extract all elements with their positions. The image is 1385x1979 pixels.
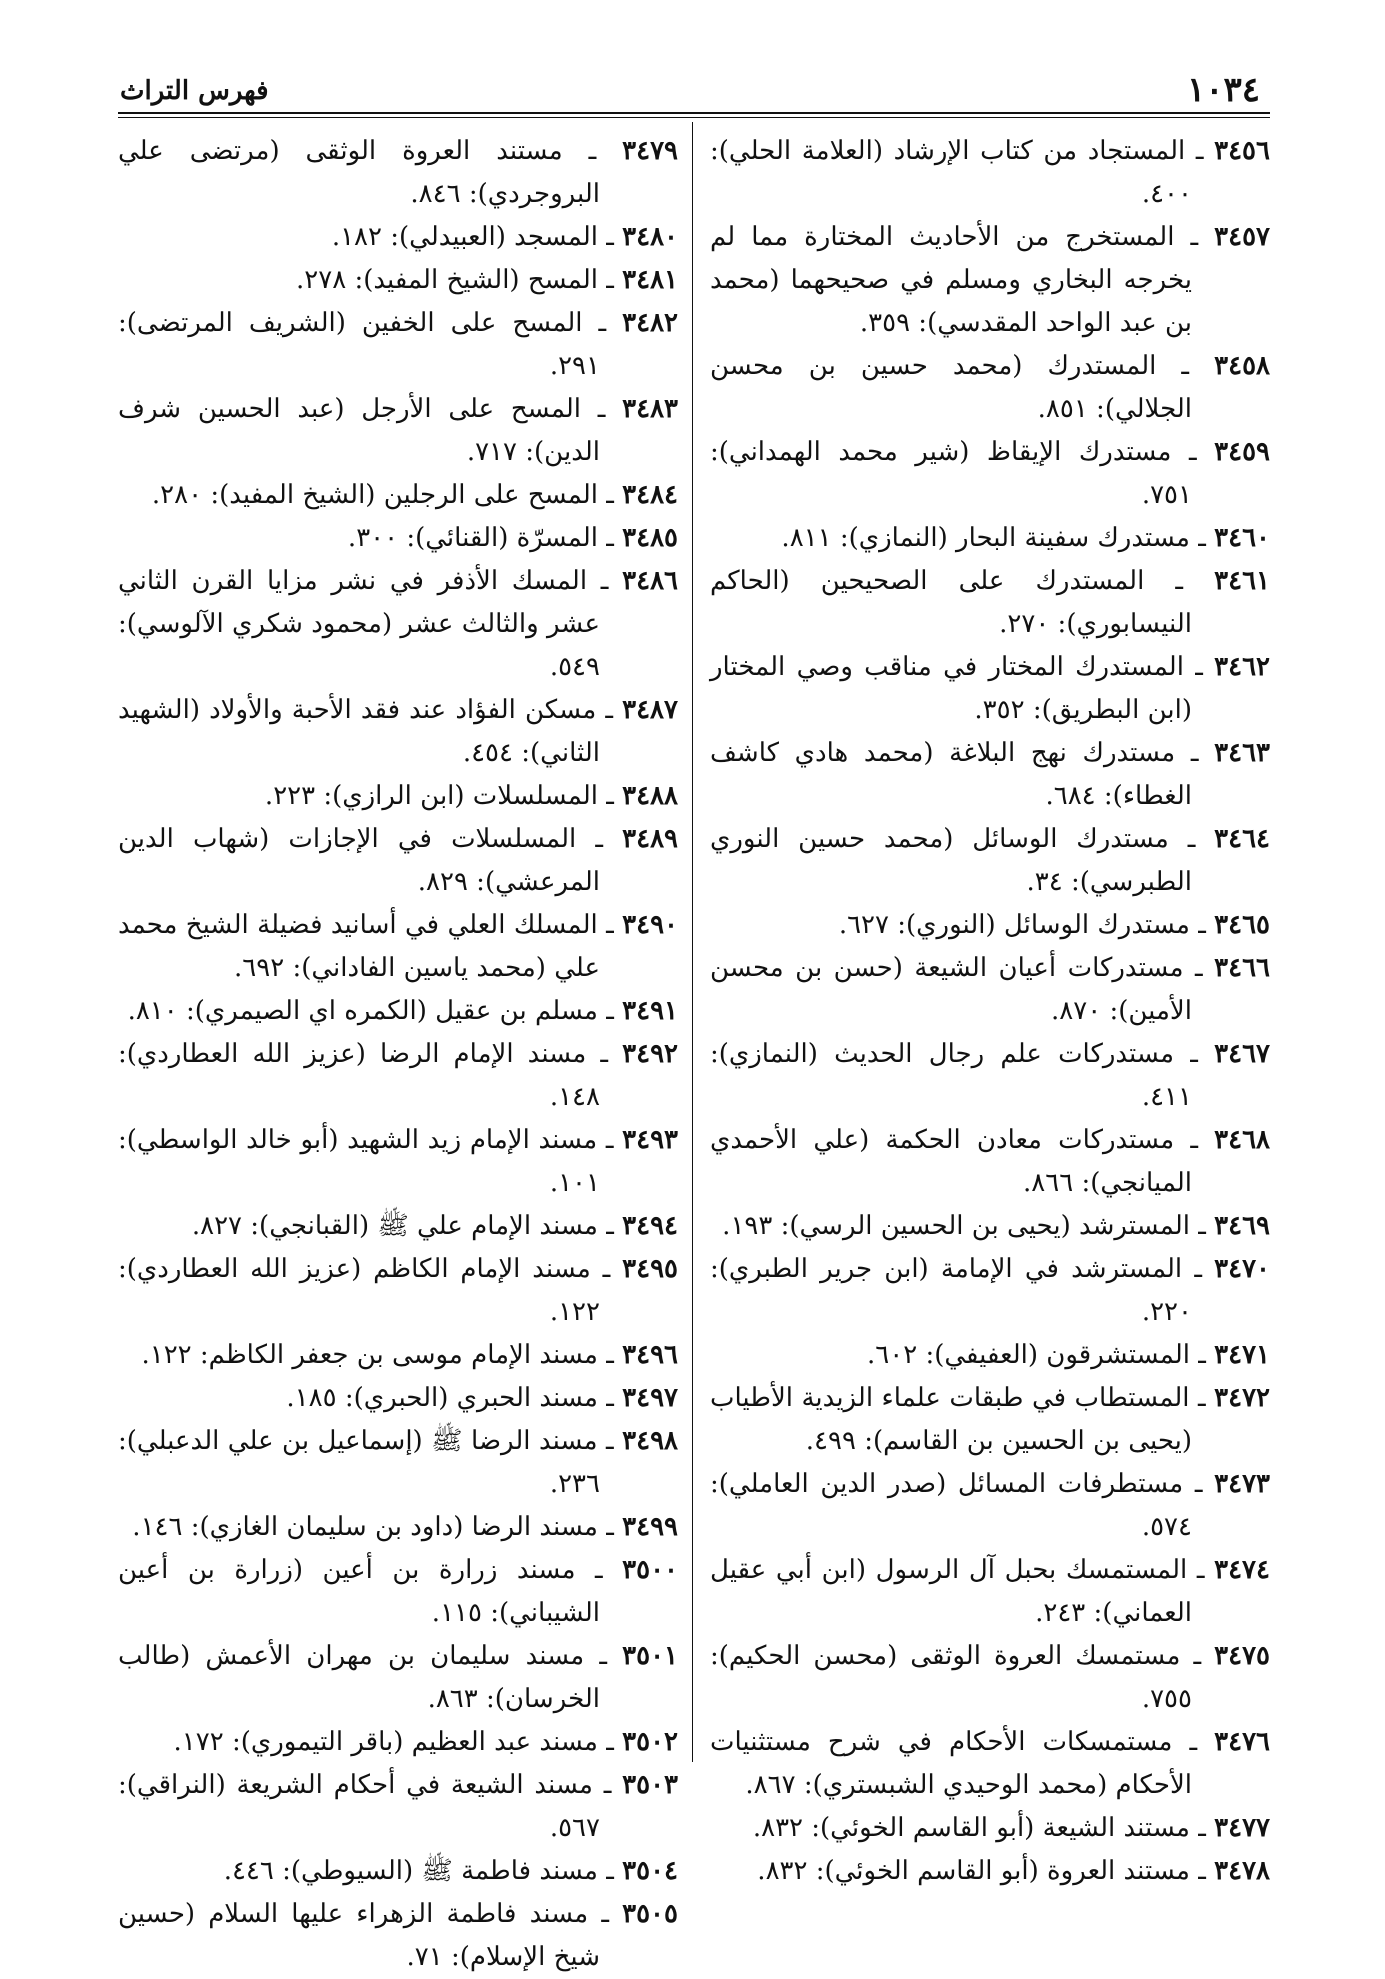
- entry-separator: ـ: [597, 1426, 623, 1456]
- entry-separator: ـ: [1189, 1856, 1215, 1886]
- index-entry: [710, 1377, 1270, 1463]
- index-entry: [710, 947, 1270, 1033]
- entry-number: ٣٤٦٨: [1214, 1125, 1270, 1155]
- entry-title: المستدرك على الصحيحين (الحاكم النيسابوري): ٢٧٠.: [710, 566, 1192, 639]
- entry-title: مستمسك العروة الوثقى (محسن الحكيم): ٧٥٥.: [710, 1641, 1192, 1714]
- entry-separator: ـ: [1172, 1727, 1215, 1757]
- index-entry: [710, 1850, 1270, 1893]
- entry-title: المسرّة (القنائي): ٣٠٠.: [347, 523, 598, 553]
- entry-title: المستدرك (محمد حسين بن محسن الجلالي): ٨٥١.: [710, 351, 1192, 424]
- entry-title: المستطاب في طبقات علماء الزيدية الأطياب (يحيى بن الحسين بن القاسم): ٤٩٩.: [710, 1383, 1192, 1456]
- header-rule-thin: [118, 117, 1270, 118]
- index-entry: [118, 1119, 678, 1205]
- entry-separator: ـ: [590, 1254, 623, 1284]
- entry-title: مسلم بن عقيل (الكمره اي الصيمري): ٨١٠.: [127, 996, 598, 1026]
- index-entry: [710, 1721, 1270, 1807]
- index-entry: [710, 517, 1270, 560]
- right-column: [710, 130, 1270, 1893]
- index-entry: [118, 1420, 678, 1506]
- entry-number: ٣٤٩٤: [622, 1211, 678, 1241]
- entry-title: المستمسك بحبل آل الرسول (ابن أبي عقيل العماني): ٢٤٣.: [710, 1555, 1192, 1628]
- page-number: ١٠٣٤: [1186, 70, 1260, 110]
- entry-separator: ـ: [597, 1727, 623, 1757]
- entry-title: مستدركات أعيان الشيعة (حسن بن محسن الأمين): ٨٧٠.: [710, 953, 1192, 1026]
- entry-number: ٣٤٨٦: [622, 566, 678, 596]
- entry-number: ٣٤٦٤: [1214, 824, 1270, 854]
- index-entry: [118, 1764, 678, 1850]
- entry-title: المسجد (العبيدلي): ١٨٢.: [331, 222, 598, 252]
- entry-number: ٣٤٩٨: [622, 1426, 678, 1456]
- left-column: [118, 130, 678, 1979]
- index-entry: [118, 1377, 678, 1420]
- index-entry: [118, 990, 678, 1033]
- index-entry: [710, 431, 1270, 517]
- entry-separator: ـ: [1187, 1555, 1215, 1585]
- index-entry: [118, 1850, 678, 1893]
- entry-number: ٣٥٠٠: [622, 1555, 678, 1585]
- entry-number: ٣٤٩٩: [622, 1512, 678, 1542]
- entry-title: مستدركات علم رجال الحديث (النمازي): ٤١١.: [710, 1039, 1192, 1112]
- entry-separator: ـ: [1144, 566, 1215, 596]
- entry-title: مسند عبد العظيم (باقر التيموري): ١٧٢.: [173, 1727, 598, 1757]
- index-entry: [710, 1248, 1270, 1334]
- entry-number: ٣٤٦١: [1214, 566, 1270, 596]
- index-entry: [710, 646, 1270, 732]
- entry-number: ٣٤٦٧: [1214, 1039, 1270, 1069]
- index-entry: [118, 216, 678, 259]
- entry-separator: ـ: [1180, 1641, 1215, 1671]
- entry-separator: ـ: [584, 1641, 623, 1671]
- entry-number: ٣٤٨٩: [622, 824, 678, 854]
- entry-number: ٣٤٥٨: [1214, 351, 1270, 381]
- entry-separator: ـ: [597, 996, 623, 1026]
- entry-separator: ـ: [597, 1125, 623, 1155]
- entry-separator: ـ: [597, 1856, 623, 1886]
- entry-number: ٣٤٧٧: [1214, 1813, 1270, 1843]
- entry-number: ٣٤٦٢: [1214, 652, 1270, 682]
- entry-number: ٣٤٧٤: [1214, 1555, 1270, 1585]
- entry-title: مستند العروة (أبو القاسم الخوئي): ٨٣٢.: [757, 1856, 1190, 1886]
- index-entry: [710, 216, 1270, 345]
- entry-number: ٣٤٨٤: [622, 480, 678, 510]
- entry-number: ٣٤٦٩: [1214, 1211, 1270, 1241]
- entry-number: ٣٤٨٨: [622, 781, 678, 811]
- entry-separator: ـ: [586, 1039, 623, 1069]
- index-entry: [118, 1506, 678, 1549]
- entry-title: مستدرك سفينة البحار (النمازي): ٨١١.: [781, 523, 1190, 553]
- entry-number: ٣٥٠٣: [622, 1770, 678, 1800]
- entry-separator: ـ: [587, 566, 623, 596]
- index-entry: [118, 1248, 678, 1334]
- entry-title: مستمسكات الأحكام في شرح مستثنيات الأحكام (محمد الوحيدي الشبستري): ٨٦٧.: [710, 1727, 1192, 1800]
- entry-separator: ـ: [582, 308, 623, 338]
- index-entry: [118, 1033, 678, 1119]
- entry-number: ٣٤٨٣: [622, 394, 678, 424]
- index-entry: [710, 345, 1270, 431]
- entry-number: ٣٤٧١: [1214, 1340, 1270, 1370]
- entry-separator: ـ: [597, 1211, 623, 1241]
- entry-number: ٣٥٠٤: [622, 1856, 678, 1886]
- entry-title: مستدركات معادن الحكمة (علي الأحمدي الميانجي): ٨٦٦.: [710, 1125, 1192, 1198]
- index-entry: [710, 130, 1270, 216]
- entry-number: ٣٤٩٠: [622, 910, 678, 940]
- entry-title: مسند سليمان بن مهران الأعمش (طالب الخرسان): ٨٦٣.: [118, 1641, 600, 1714]
- entry-separator: ـ: [597, 781, 623, 811]
- entry-title: المسترشد في الإمامة (ابن جرير الطبري): ٢٢٠.: [710, 1254, 1192, 1327]
- entry-separator: ـ: [1174, 1125, 1215, 1155]
- index-entry: [118, 775, 678, 818]
- entry-title: مسند الإمام موسى بن جعفر الكاظم: ١٢٢.: [141, 1340, 598, 1370]
- entry-separator: ـ: [597, 1340, 623, 1370]
- entry-separator: ـ: [1189, 1211, 1215, 1241]
- entry-title: المسح على الرجلين (الشيخ المفيد): ٢٨٠.: [151, 480, 598, 510]
- entry-number: ٣٥٠٥: [622, 1899, 678, 1929]
- column-divider: [692, 122, 693, 1762]
- entry-title: المستجاد من كتاب الإرشاد (العلامة الحلي): ٤٠٠.: [710, 136, 1192, 209]
- entry-separator: ـ: [1174, 222, 1215, 252]
- entry-number: ٣٤٩٧: [622, 1383, 678, 1413]
- index-entry: [118, 302, 678, 388]
- entry-number: ٣٤٩٦: [622, 1340, 678, 1370]
- entry-number: ٣٤٧٣: [1214, 1469, 1270, 1499]
- entry-title: المسلسلات في الإجازات (شهاب الدين المرعشي): ٨٢٩.: [118, 824, 600, 897]
- entry-title: المسلسلات (ابن الرازي): ٢٢٣.: [264, 781, 598, 811]
- entry-title: المسلك العلي في أسانيد فضيلة الشيخ محمد علي (محمد ياسين الفاداني): ٦٩٢.: [118, 910, 600, 983]
- entry-separator: ـ: [1189, 910, 1215, 940]
- entry-title: مسند الشيعة في أحكام الشريعة (النراقي): ٥٦٧.: [118, 1770, 600, 1843]
- entry-title: مستدرك الوسائل (محمد حسين النوري الطبرسي): ٣٤.: [710, 824, 1192, 897]
- entry-title: مستند الشيعة (أبو القاسم الخوئي): ٨٣٢.: [752, 1813, 1190, 1843]
- index-entry: [118, 474, 678, 517]
- entry-title: مسند الإمام علي ﷺ (القبانجي): ٨٢٧.: [191, 1211, 598, 1241]
- entry-title: مسند فاطمة ﷺ (السيوطي): ٤٤٦.: [223, 1856, 598, 1886]
- entry-number: ٣٤٨٢: [622, 308, 678, 338]
- index-entry: [118, 904, 678, 990]
- index-entry: [118, 1205, 678, 1248]
- index-entry: [710, 818, 1270, 904]
- index-entry: [118, 560, 678, 689]
- entry-separator: ـ: [562, 136, 623, 166]
- entry-title: المستخرج من الأحاديث المختارة مما لم يخرجه البخاري ومسلم في صحيحهما (محمد بن عبد الواحد المقدسي): ٣٥٩.: [710, 222, 1192, 338]
- entry-number: ٣٤٨١: [622, 265, 678, 295]
- index-entry: [710, 1119, 1270, 1205]
- entry-title: المستدرك المختار في مناقب وصي المختار (ابن البطريق): ٣٥٢.: [710, 652, 1192, 725]
- entry-title: مسند الإمام الرضا (عزيز الله العطاردي): ١٤٨.: [118, 1039, 600, 1112]
- entry-separator: ـ: [1189, 523, 1215, 553]
- entry-title: المسح على الخفين (الشريف المرتضى): ٢٩١.: [118, 308, 600, 381]
- entry-title: المسترشد (يحيى بن الحسين الرسي): ١٩٣.: [722, 1211, 1190, 1241]
- index-entry: [118, 1721, 678, 1764]
- entry-number: ٣٤٥٩: [1214, 437, 1270, 467]
- entry-title: مسكن الفؤاد عند فقد الأحبة والأولاد (الشهيد الثاني): ٤٥٤.: [118, 695, 600, 768]
- index-entry: [118, 259, 678, 302]
- entry-separator: ـ: [597, 1383, 623, 1413]
- entry-separator: ـ: [597, 910, 623, 940]
- index-entry: [118, 818, 678, 904]
- index-entry: [710, 904, 1270, 947]
- entry-number: ٣٤٦٠: [1214, 523, 1270, 553]
- entry-title: مستدرك الوسائل (النوري): ٦٢٧.: [838, 910, 1190, 940]
- index-entry: [118, 689, 678, 775]
- entry-separator: ـ: [1174, 1039, 1215, 1069]
- index-entry: [710, 1205, 1270, 1248]
- entry-separator: ـ: [575, 1555, 623, 1585]
- entry-number: ٣٤٥٦: [1214, 136, 1270, 166]
- entry-separator: ـ: [597, 523, 623, 553]
- entry-separator: ـ: [1182, 1254, 1215, 1284]
- entry-number: ٣٤٨٠: [622, 222, 678, 252]
- entry-number: ٣٤٦٦: [1214, 953, 1270, 983]
- entry-number: ٣٤٩٣: [622, 1125, 678, 1155]
- entry-number: ٣٤٥٧: [1214, 222, 1270, 252]
- running-title: فهرس التراث: [120, 76, 269, 106]
- entry-title: مسند الإمام زيد الشهيد (أبو خالد الواسطي): ١٠١.: [118, 1125, 600, 1198]
- entry-separator: ـ: [1183, 953, 1215, 983]
- entry-title: مستطرفات المسائل (صدر الدين العاملي): ٥٧٤.: [710, 1469, 1192, 1542]
- header-rule: [118, 112, 1270, 114]
- entry-separator: ـ: [581, 394, 623, 424]
- entry-title: مستند العروة الوثقى (مرتضى علي البروجردي): ٨٤٦.: [118, 136, 600, 209]
- entry-title: مسند فاطمة الزهراء عليها السلام (حسين شيخ الإسلام): ٧١.: [118, 1899, 600, 1972]
- entry-number: ٣٤٧٥: [1214, 1641, 1270, 1671]
- index-entry: [118, 1549, 678, 1635]
- index-entry: [710, 560, 1270, 646]
- index-entry: [118, 388, 678, 474]
- entry-number: ٣٥٠١: [622, 1641, 678, 1671]
- index-entry: [710, 1033, 1270, 1119]
- entry-separator: ـ: [596, 695, 623, 725]
- entry-separator: ـ: [597, 265, 623, 295]
- index-entry: [710, 1549, 1270, 1635]
- entry-separator: ـ: [592, 1770, 623, 1800]
- entry-separator: ـ: [1185, 136, 1215, 166]
- entry-separator: ـ: [1189, 1813, 1215, 1843]
- entry-number: ٣٤٧٩: [622, 136, 678, 166]
- entry-number: ٣٤٩٢: [622, 1039, 679, 1069]
- entry-title: مسند زرارة بن أعين (زرارة بن أعين الشيباني): ١١٥.: [118, 1555, 600, 1628]
- entry-separator: ـ: [1171, 437, 1215, 467]
- index-entry: [710, 1463, 1270, 1549]
- entry-title: مسند الرضا ﷺ (إسماعيل بن علي الدعبلي): ٢٣٦.: [118, 1426, 600, 1499]
- entry-title: المسح على الأرجل (عبد الحسين شرف الدين): ٧١٧.: [118, 394, 600, 467]
- entry-number: ٣٤٧٨: [1214, 1856, 1270, 1886]
- entry-separator: ـ: [1156, 351, 1215, 381]
- entry-title: مستدرك الإيقاظ (شير محمد الهمداني): ٧٥١.: [710, 437, 1192, 510]
- entry-separator: ـ: [1189, 1383, 1215, 1413]
- entry-title: مسند الإمام الكاظم (عزيز الله العطاردي): ١٢٢.: [118, 1254, 600, 1327]
- entry-separator: ـ: [1183, 1469, 1215, 1499]
- entry-separator: ـ: [597, 1512, 623, 1542]
- entry-separator: ـ: [597, 222, 623, 252]
- entry-separator: ـ: [1175, 738, 1215, 768]
- entry-title: المسح (الشيخ المفيد): ٢٧٨.: [296, 265, 598, 295]
- entry-separator: ـ: [576, 824, 623, 854]
- index-entry: [118, 517, 678, 560]
- entry-number: ٣٥٠٢: [622, 1727, 678, 1757]
- entry-number: ٣٤٧٢: [1214, 1383, 1271, 1413]
- entry-title: مستدرك نهج البلاغة (محمد هادي كاشف الغطاء): ٦٨٤.: [710, 738, 1192, 811]
- index-entry: [710, 732, 1270, 818]
- entry-number: ٣٤٩٥: [622, 1254, 678, 1284]
- entry-separator: ـ: [1189, 1340, 1215, 1370]
- index-entry: [710, 1807, 1270, 1850]
- entry-title: المستشرقون (العفيفي): ٦٠٢.: [867, 1340, 1190, 1370]
- index-entry: [118, 130, 678, 216]
- entry-number: ٣٤٦٣: [1214, 738, 1270, 768]
- entry-number: ٣٤٨٧: [622, 695, 678, 725]
- entry-number: ٣٤٨٥: [622, 523, 678, 553]
- index-entry: [710, 1334, 1270, 1377]
- entry-number: ٣٤٧٦: [1214, 1727, 1270, 1757]
- entry-title: مسند الرضا (داود بن سليمان الغازي): ١٤٦.: [132, 1512, 598, 1542]
- entry-separator: ـ: [1168, 824, 1215, 854]
- entry-title: مسند الحبري (الحبري): ١٨٥.: [286, 1383, 598, 1413]
- entry-separator: ـ: [597, 480, 623, 510]
- index-entry: [710, 1635, 1270, 1721]
- entry-title: المسك الأذفر في نشر مزايا القرن الثاني عشر والثالث عشر (محمود شكري الآلوسي): ٥٤٩.: [118, 566, 600, 682]
- index-entry: [118, 1635, 678, 1721]
- entry-number: ٣٤٩١: [622, 996, 678, 1026]
- entry-number: ٣٤٦٥: [1214, 910, 1270, 940]
- entry-separator: ـ: [588, 1899, 623, 1929]
- entry-number: ٣٤٧٠: [1214, 1254, 1270, 1284]
- index-entry: [118, 1334, 678, 1377]
- entry-separator: ـ: [1183, 652, 1215, 682]
